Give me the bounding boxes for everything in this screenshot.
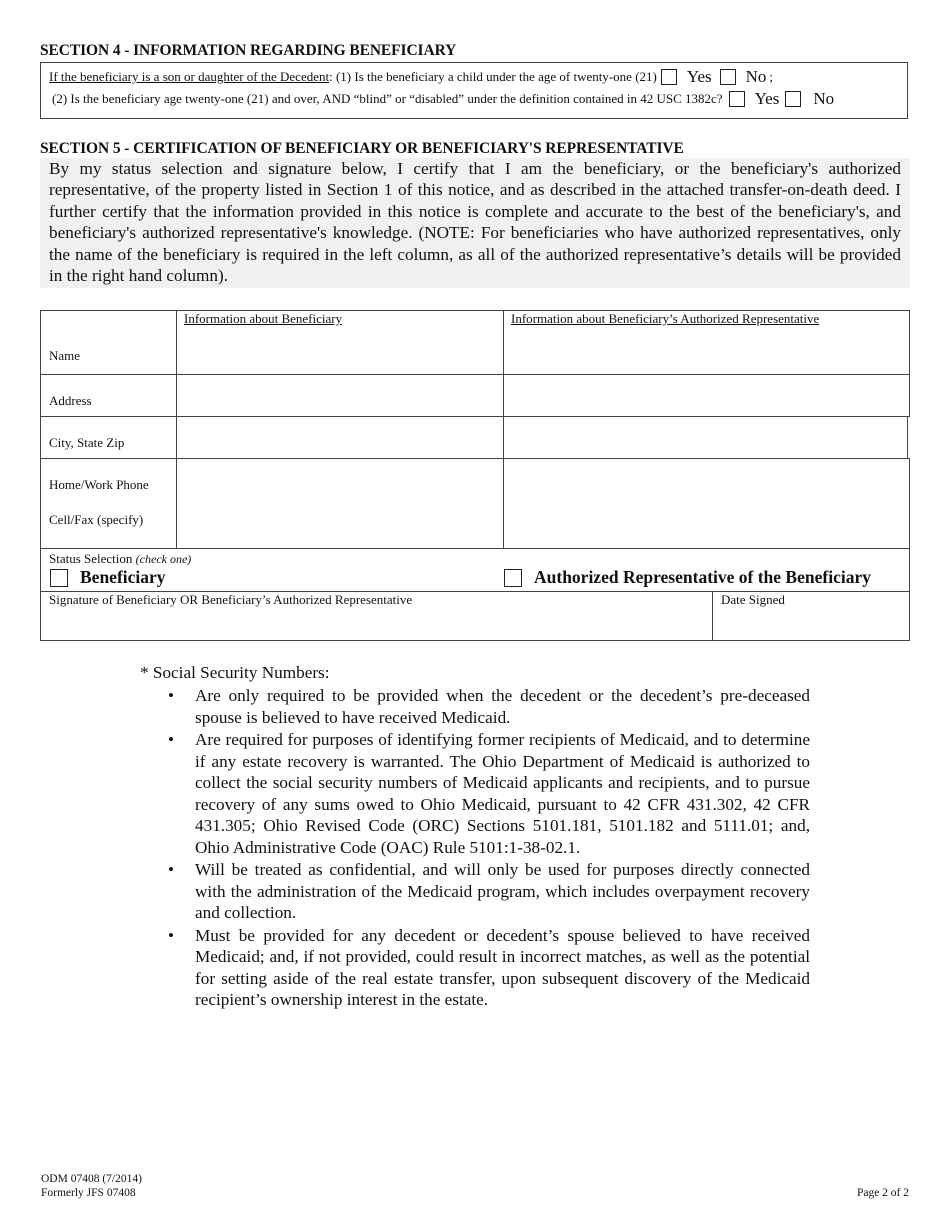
question-2-line xyxy=(52,89,842,109)
question-1-text: : (1) Is the beneficiary a child under the age of twenty-one (21) xyxy=(329,69,657,84)
representative-city-state-zip-field[interactable] xyxy=(507,419,904,456)
bullet-icon: • xyxy=(168,860,175,879)
question-1-no-checkbox[interactable] xyxy=(720,69,736,85)
question-1-yes-label: Yes xyxy=(686,67,712,86)
question-1-line xyxy=(49,67,773,87)
column-header-beneficiary: Information about Beneficiary xyxy=(184,311,343,326)
row-label-address: Address xyxy=(49,393,92,408)
row-label-name: Name xyxy=(49,348,81,363)
representative-phone-field[interactable] xyxy=(507,461,906,546)
status-selection-label xyxy=(49,551,191,567)
question-2-no-label: No xyxy=(813,89,835,108)
ssn-note-item xyxy=(168,859,810,924)
representative-address-field[interactable] xyxy=(507,377,906,414)
date-signed-label: Date Signed xyxy=(721,592,785,607)
ssn-note-text: Are only required to be provided when the decedent or the decedent’s pre-deceased spouse is believed to have received Medicaid. xyxy=(195,686,810,727)
section-4-title: SECTION 4 - INFORMATION REGARDING BENEFICIARY xyxy=(40,42,457,59)
question-1-no-label: No xyxy=(745,67,767,86)
question-2-text: (2) Is the beneficiary age twenty-one (21) and over, AND “blind” or “disabled” under the definition contained in 42 USC 1382c? xyxy=(52,91,723,106)
representative-name-field[interactable] xyxy=(507,330,906,372)
section-5-title: SECTION 5 - CERTIFICATION OF BENEFICIARY OR BENEFICIARY'S REPRESENTATIVE xyxy=(40,140,684,157)
beneficiary-name-field[interactable] xyxy=(180,330,500,372)
status-selection-hint: (check one) xyxy=(135,552,192,566)
ssn-note-item xyxy=(168,685,810,728)
beneficiary-address-field[interactable] xyxy=(180,377,500,414)
ssn-note-item xyxy=(168,925,810,1011)
question-1-suffix: ; xyxy=(769,69,774,84)
label-cell-phones xyxy=(40,458,177,549)
ssn-note-text: Are required for purposes of identifying former recipients of Medicaid, and to determine if any estate recovery is warranted. The Ohio Department of Medicaid is authorized to collect the social security numbers of Medicaid applicants and recipients, and to pursue recovery of any sums owed to Ohio Medicaid, pursuant to 42 CFR 431.302, 42 CFR 431.305; Ohio Revised Code (ORC) Sections 5101.181, 5101.182 and 5111.01; and, Ohio Administrative Code (OAC) Rule 5101:1-38-02.1. xyxy=(195,730,810,857)
section-4-box xyxy=(40,62,908,119)
row-label-cell-fax: Cell/Fax (specify) xyxy=(49,512,144,527)
question-2-yes-label: Yes xyxy=(754,89,780,108)
question-1-prefix: If the beneficiary is a son or daughter of the Decedent xyxy=(49,69,330,84)
formerly-form-number: Formerly JFS 07408 xyxy=(41,1187,136,1199)
ssn-note-text: Will be treated as confidential, and will only be used for purposes directly connected with the administration of the Medicaid program, which includes overpayment recovery and collection. xyxy=(195,860,810,922)
bullet-icon: • xyxy=(168,686,175,705)
representative-status-checkbox[interactable] xyxy=(504,569,522,587)
ssn-notes-list xyxy=(168,685,810,1012)
question-2-yes-checkbox[interactable] xyxy=(729,91,745,107)
beneficiary-city-state-zip-field[interactable] xyxy=(180,419,500,456)
ssn-note-item xyxy=(168,729,810,858)
label-cell-name xyxy=(40,310,177,375)
form-number: ODM 07408 (7/2014) xyxy=(41,1173,142,1185)
row-label-city-state-zip: City, State Zip xyxy=(49,435,125,450)
ssn-notes-title: * Social Security Numbers: xyxy=(140,663,330,682)
beneficiary-status-label: Beneficiary xyxy=(80,567,166,587)
question-1-yes-checkbox[interactable] xyxy=(661,69,677,85)
column-header-representative: Information about Beneficiary’s Authorized Representative xyxy=(511,311,820,326)
ssn-note-text: Must be provided for any decedent or decedent’s spouse believed to have received Medicaid; and, if not provided, could result in incorrect matches, as well as the potential for setting aside of the real estate transfer, upon subsequent discovery of the Medicaid recipient’s ownership interest in the estate. xyxy=(195,925,810,1009)
bullet-icon: • xyxy=(168,730,175,749)
status-option-representative[interactable] xyxy=(504,567,871,588)
signature-label: Signature of Beneficiary OR Beneficiary’s Authorized Representative xyxy=(49,592,413,607)
row-label-home-work-phone: Home/Work Phone xyxy=(49,477,149,492)
signature-field[interactable] xyxy=(44,610,708,638)
status-selection-text: Status Selection xyxy=(49,551,133,566)
representative-status-label: Authorized Representative of the Beneficiary xyxy=(534,567,871,587)
page-number: Page 2 of 2 xyxy=(856,1187,909,1199)
bullet-icon: • xyxy=(168,925,175,945)
status-option-beneficiary[interactable] xyxy=(50,567,166,588)
certification-statement: By my status selection and signature below, I certify that I am the beneficiary, or the beneficiary's authorized representative, of the property listed in Section 1 of this notice, and as described in the attached transfer-on-death deed. I further certify that the information provided in this notice is complete and accurate to the best of the beneficiary's, and beneficiary's authorized representative's knowledge. (NOTE: For beneficiaries who have authorized representatives, only the name of the beneficiary is required in the left column, as all of the authorized representative’s details will be provided in the right hand column). xyxy=(40,158,910,288)
beneficiary-phone-field[interactable] xyxy=(180,461,500,546)
beneficiary-status-checkbox[interactable] xyxy=(50,569,68,587)
date-signed-field[interactable] xyxy=(716,610,906,638)
question-2-no-checkbox[interactable] xyxy=(785,91,801,107)
